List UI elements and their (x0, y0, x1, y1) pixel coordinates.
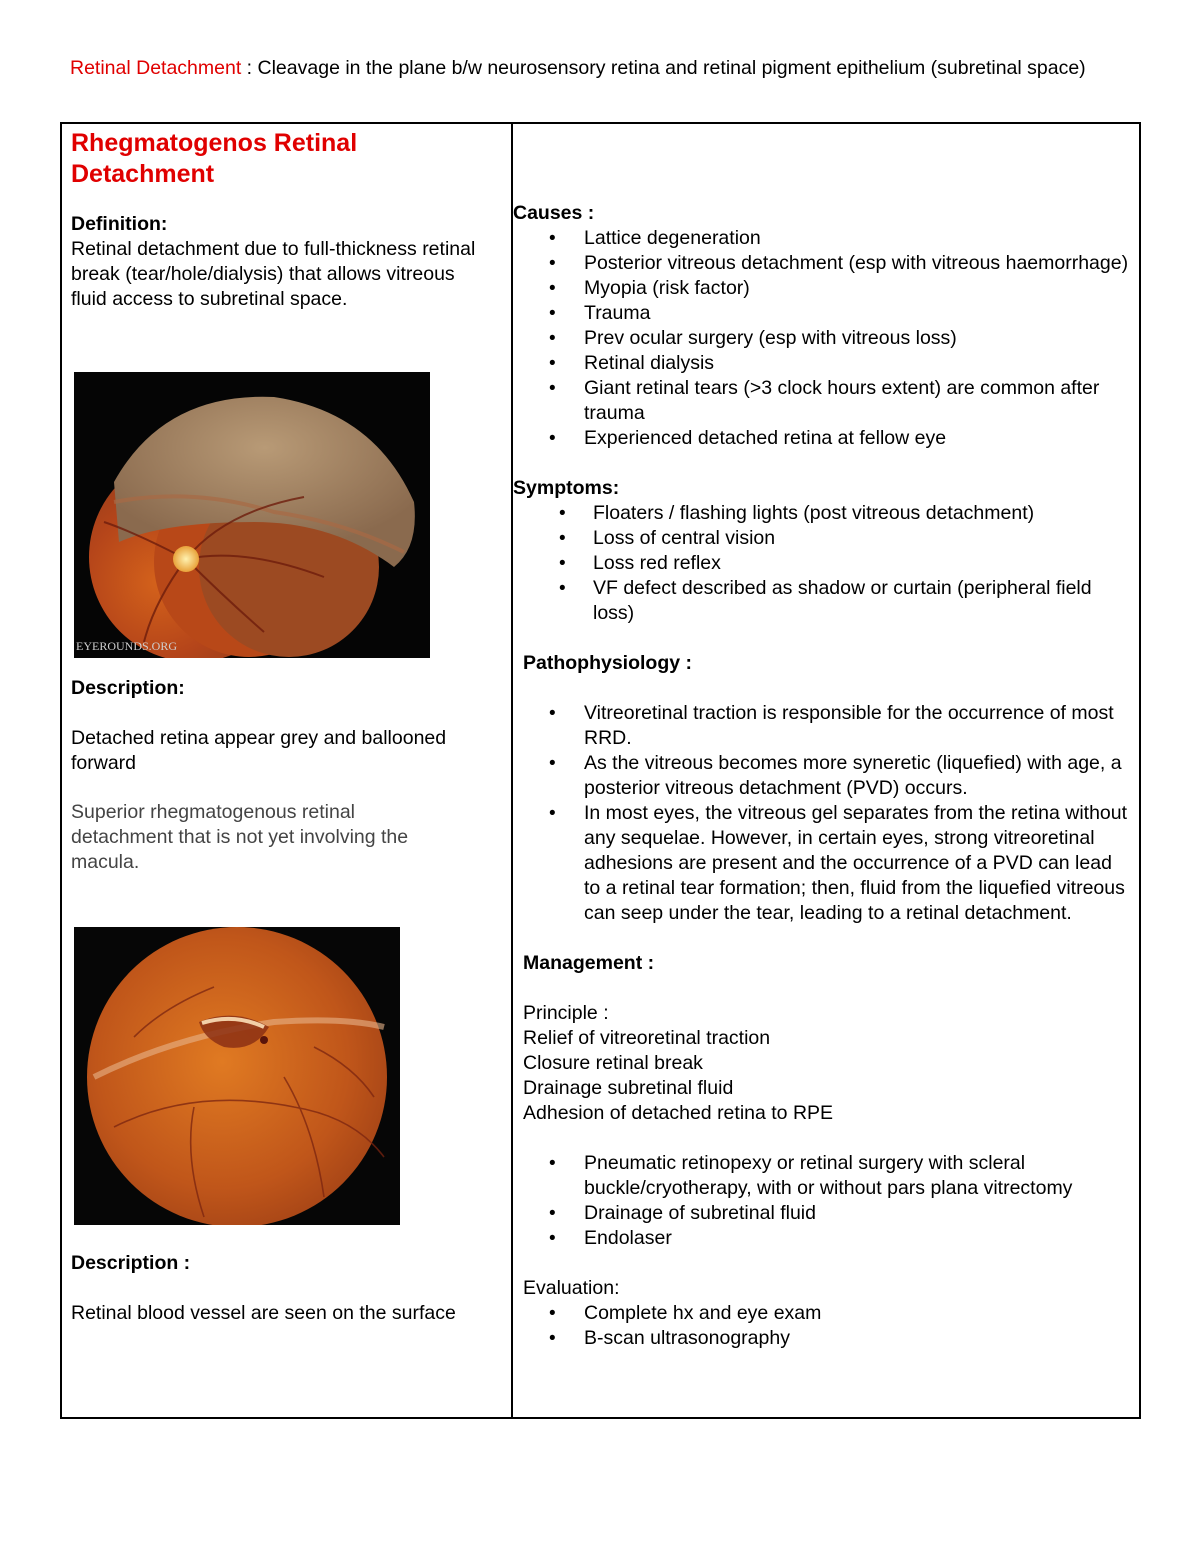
symptoms-list (513, 501, 1131, 626)
description-text-2: Retinal blood vessel are seen on the surface (71, 1302, 456, 1324)
list-item: • Drainage of subretinal fluid (513, 1201, 1131, 1226)
list-item: • In most eyes, the vitreous gel separates from the retina without any sequelae. However, in certain eyes, strong vitreoretinal adhesions are present and the occurrence of a PVD can lead to a retinal tear formation; then, fluid from the liquefied vitreous can seep under the tear, leading to a retinal detachment. (513, 801, 1131, 926)
list-item: • Complete hx and eye exam (513, 1301, 1131, 1326)
intro-definition: : Cleavage in the plane b/w neurosensory retina and retinal pigment epithelium (subretinal space) (241, 57, 1086, 79)
list-item: • Prev ocular surgery (esp with vitreous loss) (513, 326, 1131, 351)
list-item: • Vitreoretinal traction is responsible for the occurrence of most RRD. (513, 701, 1131, 751)
description-heading-2: Description : (71, 1252, 191, 1274)
description-text-1: Detached retina appear grey and ballooned forward (71, 727, 447, 774)
content-table (60, 122, 1141, 1419)
intro-term: Retinal Detachment (70, 57, 242, 79)
left-column (61, 123, 512, 1418)
list-item: • Pneumatic retinopexy or retinal surgery with scleral buckle/cryotherapy, with or without pars plana vitrectomy (513, 1151, 1131, 1201)
list-item: • Floaters / flashing lights (post vitreous detachment) (513, 501, 1131, 526)
fundus-image-1 (74, 372, 430, 658)
principle-item: Adhesion of detached retina to RPE (523, 1102, 834, 1124)
list-item: • Loss of central vision (513, 526, 1131, 551)
definition-text: Retinal detachment due to full-thickness retinal break (tear/hole/dialysis) that allows vitreous fluid access to subretinal space. (71, 238, 476, 310)
description-heading-1: Description: (71, 677, 185, 699)
list-item: • Retinal dialysis (513, 351, 1131, 376)
pathophysiology-heading: Pathophysiology : (523, 652, 693, 674)
list-item: • Trauma (513, 301, 1131, 326)
causes-list (513, 226, 1131, 451)
list-item: • Myopia (risk factor) (513, 276, 1131, 301)
list-item: • As the vitreous becomes more syneretic (liquefied) with age, a posterior vitreous detachment (PVD) occurs. (513, 751, 1131, 801)
evaluation-heading: Evaluation: (523, 1277, 620, 1299)
image-watermark: EYEROUNDS.ORG (76, 639, 178, 653)
list-item: • Endolaser (513, 1226, 1131, 1251)
definition-heading: Definition: (71, 213, 168, 235)
causes-heading: Causes : (513, 202, 595, 224)
section-title: Rhegmatogenos Retinal Detachment (71, 129, 358, 188)
fundus-image-2 (74, 927, 400, 1225)
list-item: • Posterior vitreous detachment (esp with vitreous haemorrhage) (513, 251, 1131, 276)
image-caption-1: Superior rhegmatogenous retinal detachment that is not yet involving the macula. (71, 801, 409, 873)
intro-paragraph (70, 56, 1150, 81)
management-list (513, 1151, 1131, 1251)
principle-item: Drainage subretinal fluid (523, 1077, 734, 1099)
principle-item: Relief of vitreoretinal traction (523, 1027, 771, 1049)
list-item: • Lattice degeneration (513, 226, 1131, 251)
management-heading: Management : (523, 952, 655, 974)
list-item: • VF defect described as shadow or curtain (peripheral field loss) (513, 576, 1131, 626)
list-item: • Giant retinal tears (>3 clock hours extent) are common after trauma (513, 376, 1131, 426)
list-item: • B-scan ultrasonography (513, 1326, 1131, 1351)
list-item: • Loss red reflex (513, 551, 1131, 576)
symptoms-heading: Symptoms: (513, 477, 620, 499)
list-item: • Experienced detached retina at fellow eye (513, 426, 1131, 451)
principle-heading: Principle : (523, 1002, 609, 1024)
pathophysiology-list (513, 701, 1131, 926)
evaluation-list (513, 1301, 1131, 1351)
principle-item: Closure retinal break (523, 1052, 703, 1074)
right-column (512, 123, 1140, 1418)
